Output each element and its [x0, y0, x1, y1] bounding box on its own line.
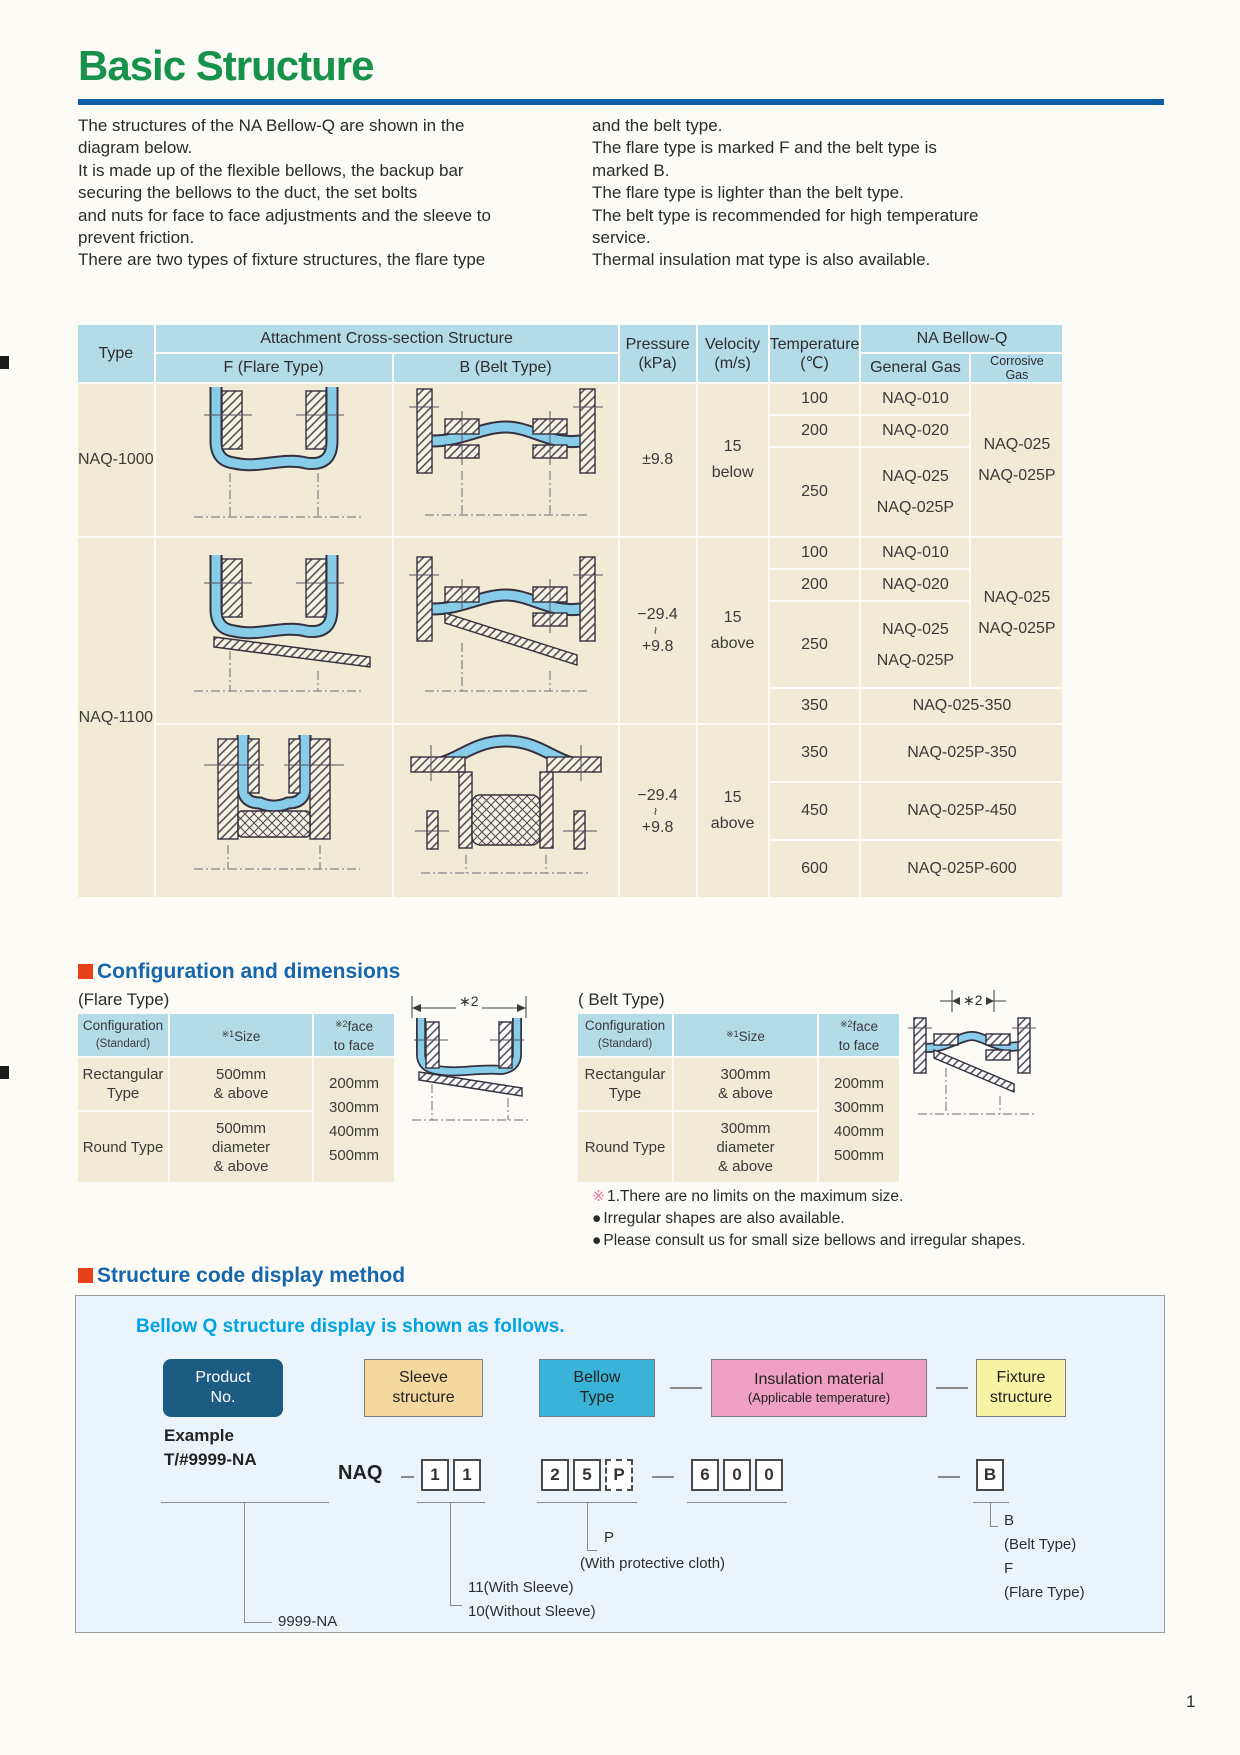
- connector-line: [450, 1503, 462, 1606]
- intro-line: The belt type is recommended for high temperature: [592, 205, 979, 225]
- dimension-label: ∗2: [456, 993, 482, 1010]
- config-type: Rectangular Type: [578, 1058, 672, 1110]
- product-no-box: Product No.: [163, 1359, 283, 1417]
- temperature-value: 450: [770, 783, 860, 839]
- annotation-product-no: 9999-NA: [278, 1613, 338, 1630]
- model-corrosive-gas: NAQ-025 NAQ-025P: [971, 538, 1062, 687]
- code-section-heading: [78, 1264, 405, 1288]
- header-temperature: Temperature (℃): [770, 325, 860, 382]
- code-digit: 6: [691, 1459, 719, 1491]
- intro-line: It is made up of the flexible bellows, the backup bar: [78, 160, 464, 180]
- temperature-value: 600: [770, 841, 860, 897]
- header-configuration: Configuration (Standard): [78, 1014, 168, 1056]
- note-line: ● Please consult us for small size bellows and irregular shapes.: [592, 1232, 1026, 1249]
- velocity-value: 15 below: [698, 384, 768, 536]
- header-size: $^{※1}$Size: [674, 1014, 817, 1056]
- connector-dash: [938, 1476, 960, 1478]
- print-mark: [0, 1066, 9, 1079]
- pressure-value: −29.4 ~ +9.8: [620, 538, 696, 723]
- model-general-gas: NAQ-010: [861, 384, 969, 414]
- code-underline: [687, 1502, 787, 1503]
- header-face-to-face: $^{※2}$face to face: [819, 1014, 899, 1056]
- intro-line: securing the bellows to the duct, the set bolts: [78, 183, 418, 203]
- model-all-gas: NAQ-025P-450: [861, 783, 1062, 839]
- section-title: Structure code display method: [97, 1264, 406, 1287]
- header-face-to-face: $^{※2}$face to face: [314, 1014, 394, 1056]
- connector-line: [587, 1503, 597, 1551]
- code-prefix: NAQ: [338, 1462, 383, 1484]
- temperature-value: 250: [770, 448, 860, 536]
- intro-line: The structures of the NA Bellow-Q are shown in the: [78, 116, 465, 135]
- header-pressure: Pressure (kPa): [620, 325, 696, 382]
- connector-dash: [670, 1387, 702, 1389]
- model-general-gas: NAQ-010: [861, 538, 969, 568]
- intro-line: The flare type is lighter than the belt type.: [592, 183, 904, 203]
- section-bullet-icon: [78, 964, 93, 979]
- code-digit-optional: P: [605, 1459, 633, 1491]
- naq1100-belt-diagram: [394, 538, 618, 723]
- naq1100-insulated-belt-diagram: [394, 725, 618, 897]
- config-size: 500mm & above: [170, 1058, 312, 1110]
- velocity-value: 15 above: [698, 538, 768, 723]
- intro-line: The flare type is marked F and the belt type is: [592, 138, 937, 158]
- intro-paragraph-right: [592, 115, 1122, 272]
- connector-dash: [652, 1476, 674, 1478]
- header-velocity: Velocity (m/s): [698, 325, 768, 382]
- flare-config-table: [76, 1012, 396, 1184]
- naq1100-flare-diagram: [156, 538, 392, 723]
- model-general-gas: NAQ-020: [861, 416, 969, 446]
- dimension-label: ∗2: [960, 992, 986, 1009]
- model-all-gas: NAQ-025-350: [861, 689, 1062, 723]
- code-digit: B: [976, 1459, 1004, 1491]
- specification-table: [76, 323, 1064, 899]
- code-digit: 1: [421, 1459, 449, 1491]
- model-general-gas: NAQ-025 NAQ-025P: [861, 448, 969, 536]
- intro-line: Thermal insulation mat type is also available.: [592, 250, 931, 270]
- example-value: T/#9999-NA: [164, 1450, 257, 1469]
- section-bullet-icon: [78, 1268, 93, 1283]
- intro-line: diagram below.: [78, 138, 193, 158]
- velocity-value: 15 above: [698, 725, 768, 897]
- annotation-p-desc: (With protective cloth): [580, 1555, 726, 1572]
- model-general-gas: NAQ-020: [861, 570, 969, 600]
- naq1000-flare-diagram: [156, 384, 392, 536]
- belt-type-label: ( Belt Type): [578, 990, 665, 1009]
- code-intro-text: Bellow Q structure display is shown as follows.: [136, 1316, 565, 1337]
- header-attachment: Attachment Cross-section Structure: [156, 325, 618, 352]
- intro-paragraph-left: [78, 115, 590, 272]
- naq1000-belt-diagram: [394, 384, 618, 536]
- annotation-b: B: [1004, 1512, 1015, 1529]
- code-digit: 5: [573, 1459, 601, 1491]
- config-type: Rectangular Type: [78, 1058, 168, 1110]
- config-face-values: 200mm 300mm 400mm 500mm: [819, 1058, 899, 1182]
- page-number: 1: [1186, 1692, 1196, 1711]
- header-corrosive-gas: Corrosive Gas: [971, 354, 1062, 382]
- connector-dash: [401, 1476, 414, 1478]
- intro-line: service.: [592, 228, 651, 248]
- belt-config-table: [576, 1012, 901, 1184]
- print-mark: [0, 356, 9, 369]
- model-general-gas: NAQ-025 NAQ-025P: [861, 602, 969, 687]
- code-digit: 2: [541, 1459, 569, 1491]
- section-title: Configuration and dimensions: [97, 960, 401, 983]
- flare-dimension-diagram: [404, 992, 534, 1134]
- sleeve-structure-box: Sleeve structure: [364, 1359, 483, 1417]
- config-size: 500mm diameter & above: [170, 1112, 312, 1182]
- config-size: 300mm & above: [674, 1058, 817, 1110]
- temperature-value: 350: [770, 725, 860, 781]
- temperature-value: 200: [770, 416, 860, 446]
- temperature-value: 100: [770, 538, 860, 568]
- pressure-value: ±9.8: [620, 384, 696, 536]
- intro-line: There are two types of fixture structures, the flare type: [78, 250, 486, 270]
- model-all-gas: NAQ-025P-600: [861, 841, 1062, 897]
- temperature-value: 250: [770, 602, 860, 687]
- intro-line: and the belt type.: [592, 116, 723, 135]
- annotation-sleeve-11: 11(With Sleeve): [468, 1579, 574, 1596]
- bellow-type-box: Bellow Type: [539, 1359, 655, 1417]
- page-title: Basic Structure: [78, 42, 374, 89]
- code-digit: 0: [723, 1459, 751, 1491]
- title-rule: [78, 99, 1164, 105]
- config-face-values: 200mm 300mm 400mm 500mm: [314, 1058, 394, 1182]
- config-type: Round Type: [78, 1112, 168, 1182]
- header-belt-type: B (Belt Type): [394, 354, 618, 382]
- temperature-value: 350: [770, 689, 860, 723]
- example-label: Example: [164, 1426, 234, 1445]
- connector-line: [990, 1503, 998, 1527]
- structure-code-panel: [75, 1295, 1165, 1633]
- header-size: $^{※1}$Size: [170, 1014, 312, 1056]
- header-type: Type: [78, 325, 154, 382]
- intro-line: prevent friction.: [78, 228, 195, 248]
- annotation-sleeve-10: 10(Without Sleeve): [468, 1603, 596, 1620]
- naq1100-insulated-flare-diagram: [156, 725, 392, 897]
- insulation-material-box: Insulation material (Applicable temperature): [711, 1359, 927, 1417]
- pressure-value: −29.4 ~ +9.8: [620, 725, 696, 897]
- annotation-p: P: [604, 1529, 615, 1546]
- annotation-b-desc: (Belt Type): [1004, 1536, 1077, 1553]
- header-configuration: Configuration (Standard): [578, 1014, 672, 1056]
- belt-dimension-diagram: [902, 988, 1042, 1130]
- code-digit: 1: [453, 1459, 481, 1491]
- code-digit: 0: [755, 1459, 783, 1491]
- note-line: ● Irregular shapes are also available.: [592, 1210, 845, 1227]
- connector-line: [244, 1503, 272, 1623]
- type-label-naq1100: NAQ-1100: [78, 538, 154, 897]
- model-all-gas: NAQ-025P-350: [861, 725, 1062, 781]
- temperature-value: 200: [770, 570, 860, 600]
- connector-dash: [936, 1387, 968, 1389]
- config-type: Round Type: [578, 1112, 672, 1182]
- note-line: ※ 1.There are no limits on the maximum size.: [592, 1188, 904, 1205]
- annotation-f-desc: (Flare Type): [1004, 1584, 1085, 1601]
- type-label-naq1000: NAQ-1000: [78, 384, 154, 536]
- temperature-value: 100: [770, 384, 860, 414]
- intro-line: marked B.: [592, 160, 670, 180]
- fixture-structure-box: Fixture structure: [976, 1359, 1066, 1417]
- flare-type-label: (Flare Type): [78, 990, 170, 1009]
- model-corrosive-gas: NAQ-025 NAQ-025P: [971, 384, 1062, 536]
- header-flare-type: F (Flare Type): [156, 354, 392, 382]
- config-size: 300mm diameter & above: [674, 1112, 817, 1182]
- config-notes: [592, 1186, 1026, 1252]
- config-section-heading: [78, 960, 400, 984]
- header-na-bellow-q: NA Bellow-Q: [861, 325, 1062, 352]
- intro-line: and nuts for face to face adjustments and the sleeve to: [78, 205, 491, 225]
- header-general-gas: General Gas: [861, 354, 969, 382]
- annotation-f: F: [1004, 1560, 1014, 1577]
